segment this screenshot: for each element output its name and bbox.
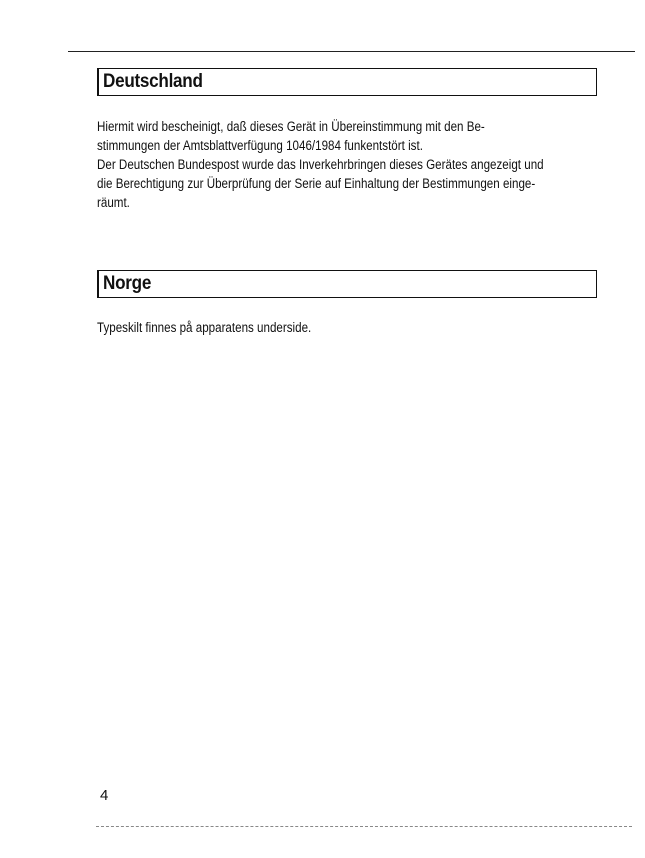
paragraph-line: stimmungen der Amtsblattverfügung 1046/1984 funkentstört ist. bbox=[97, 138, 423, 153]
section-header-norge bbox=[97, 270, 597, 298]
paragraph-line: Der Deutschen Bundespost wurde das Inverkehrbringen dieses Gerätes angezeigt und bbox=[97, 157, 544, 172]
page-number: 4 bbox=[100, 787, 109, 804]
paragraph-line: die Berechtigung zur Überprüfung der Serie auf Einhaltung der Bestimmungen einge- bbox=[97, 176, 536, 191]
section-header-deutschland bbox=[97, 68, 597, 96]
paragraph-deutschland bbox=[97, 117, 544, 212]
paragraph-line: Typeskilt finnes på apparatens underside. bbox=[97, 320, 312, 335]
bottom-divider bbox=[96, 826, 632, 827]
top-divider bbox=[68, 51, 635, 52]
paragraph-line: Hiermit wird bescheinigt, daß dieses Gerät in Übereinstimmung mit den Be- bbox=[97, 119, 485, 134]
paragraph-norge bbox=[97, 318, 311, 337]
section-title-deutschland: Deutschland bbox=[103, 71, 203, 92]
section-title-norge: Norge bbox=[103, 273, 152, 294]
paragraph-line: räumt. bbox=[97, 195, 130, 210]
